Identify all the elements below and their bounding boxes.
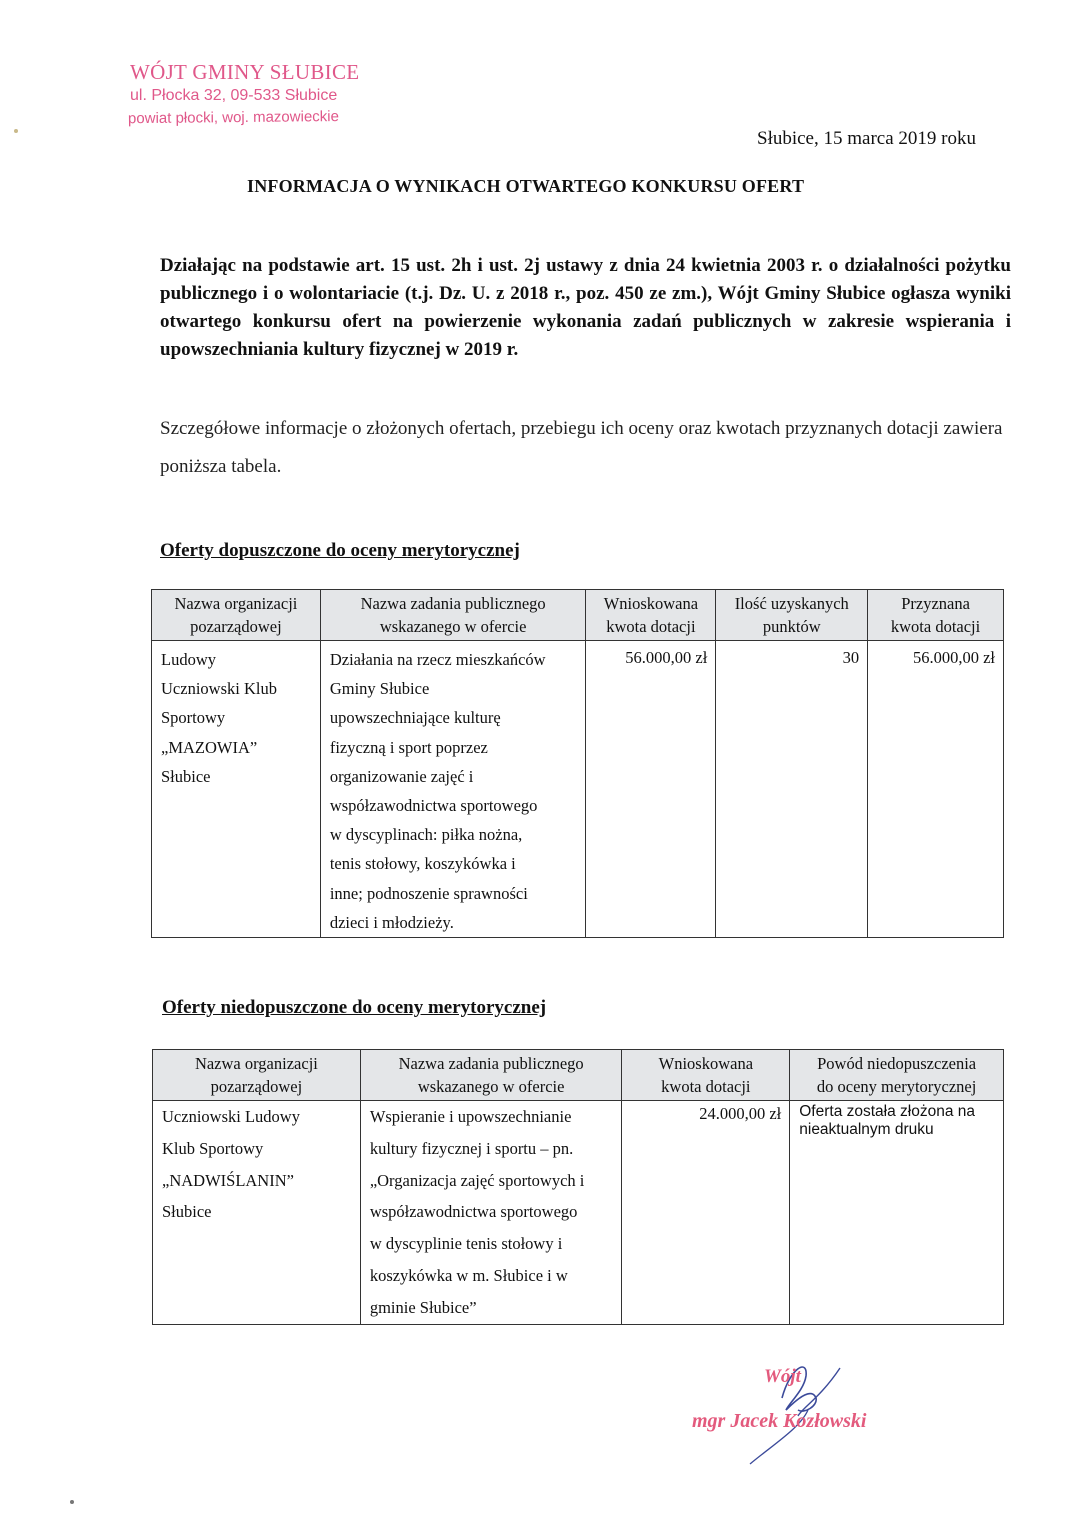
document-title: INFORMACJA O WYNIKACH OTWARTEGO KONKURSU OFERT <box>247 176 805 196</box>
stamp-line-title: WÓJT GMINY SŁUBICE <box>130 60 360 84</box>
cell-line: inne; podnoszenie sprawności <box>329 883 528 903</box>
cell-line: Działania na rzecz mieszkańców <box>329 650 546 669</box>
place-and-date: Słubice, 15 marca 2019 roku <box>757 128 976 149</box>
cell-line: w dyscyplinach: piłka nożna, <box>329 825 523 845</box>
cell-line: w dyscyplinie tenis stołowy i <box>369 1234 563 1254</box>
header-text: kwota dotacji <box>890 617 981 636</box>
cell-points: 30 <box>716 641 868 938</box>
header-text: Nazwa zadania publicznego <box>398 1054 584 1073</box>
header-text: wskazanego w ofercie <box>417 1077 565 1096</box>
section-heading-admitted: Oferty dopuszczone do oceny merytorycznej <box>160 540 520 561</box>
cell-line: organizowanie zajęć i <box>329 766 474 786</box>
cell-line: „NADWIŚLANIN” <box>162 1170 294 1190</box>
header-text: pozarządowej <box>210 1077 303 1096</box>
cell-line: fizyczną i sport poprzez <box>329 737 488 757</box>
cell-line: tenis stołowy, koszykówka i <box>329 854 516 874</box>
cell-line: Uczniowski Klub <box>161 679 277 699</box>
intro-paragraph: Działając na podstawie art. 15 ust. 2h i ust. 2j ustawy z dnia 24 kwietnia 2003 r. o działalności pożytku publicznego i o wolontariacie (t.j. Dz. U. z 2018 r., poz. 450 ze zm.), Wójt Gminy Słubice ogłasza wyniki otwartego konkursu ofert na powierzenie wykonania zadań publicznych w zakresie wspierania i upowszechniania kultury fizycznej w 2019 r. <box>160 255 1011 360</box>
section-heading-rejected: Oferty niedopuszczone do oceny merytorycznej <box>162 997 547 1018</box>
cell-task <box>360 1101 622 1325</box>
cell-line: koszykówka w m. Słubice i w <box>369 1265 568 1285</box>
scan-speck <box>14 129 18 133</box>
cell-line: Słubice <box>162 1202 212 1222</box>
cell-line: Wspieranie i upowszechnianie <box>369 1107 572 1126</box>
header-task <box>320 590 586 641</box>
header-org <box>152 590 321 641</box>
cell-granted-amount: 56.000,00 zł <box>868 641 1004 938</box>
header-reason <box>790 1050 1004 1101</box>
cell-line: Ludowy <box>161 650 216 669</box>
header-text: wskazanego w ofercie <box>379 617 527 636</box>
cell-line: Uczniowski Ludowy <box>162 1107 300 1126</box>
cell-line: kultury fizycznej i sportu – pn. <box>369 1138 574 1158</box>
cell-line: współzawodnictwa sportowego <box>329 796 538 816</box>
cell-line: Klub Sportowy <box>162 1138 264 1158</box>
signature-role: Wójt <box>764 1366 801 1387</box>
header-text: kwota dotacji <box>661 1077 751 1096</box>
header-text: Nazwa organizacji <box>174 594 298 613</box>
table-row <box>152 641 1004 938</box>
cell-line: „MAZOWIA” <box>161 737 258 757</box>
header-task <box>360 1050 622 1101</box>
table-header-row <box>153 1050 1004 1101</box>
cell-org <box>153 1101 361 1325</box>
header-text: do oceny merytorycznej <box>816 1077 977 1096</box>
header-points <box>716 590 868 641</box>
header-text: Ilość uzyskanych <box>734 594 849 613</box>
cell-line: Oferta została złożona na <box>799 1103 976 1120</box>
header-text: Wnioskowana <box>603 594 699 613</box>
cell-line: gminie Słubice” <box>369 1297 477 1317</box>
header-granted <box>868 590 1004 641</box>
cell-line: dzieci i młodzieży. <box>329 912 454 932</box>
signature-name: mgr Jacek Kozłowski <box>692 1410 867 1432</box>
cell-task <box>320 641 586 938</box>
header-text: punktów <box>762 617 821 636</box>
cell-line: Sportowy <box>161 708 226 728</box>
cell-reason <box>790 1101 1004 1325</box>
header-requested <box>622 1050 790 1101</box>
rejected-offers-table <box>152 1049 1004 1325</box>
table-row <box>153 1101 1004 1325</box>
header-text: Nazwa zadania publicznego <box>360 594 546 613</box>
header-text: kwota dotacji <box>606 617 696 636</box>
header-text: Powód niedopuszczenia <box>817 1054 977 1073</box>
header-org <box>153 1050 361 1101</box>
cell-line: współzawodnictwa sportowego <box>369 1202 578 1222</box>
stamp-line-region: powiat płocki, woj. mazowieckie <box>127 108 340 128</box>
cell-line: Słubice <box>161 766 211 786</box>
cell-org <box>152 641 321 938</box>
details-paragraph: Szczegółowe informacje o złożonych ofertach, przebiegu ich oceny oraz kwotach przyznanych dotacji zawiera poniższa tabela. <box>160 418 1003 477</box>
official-stamp <box>128 60 359 126</box>
scan-speck <box>70 1500 74 1504</box>
cell-requested-amount: 56.000,00 zł <box>586 641 716 938</box>
stamp-line-address: ul. Płocka 32, 09-533 Słubice <box>130 87 338 104</box>
table-header-row <box>152 590 1004 641</box>
cell-line: nieaktualnym druku <box>799 1121 934 1138</box>
cell-line: upowszechniające kulturę <box>329 708 501 728</box>
cell-line: „Organizacja zajęć sportowych i <box>369 1170 585 1190</box>
header-requested <box>586 590 716 641</box>
header-text: Wnioskowana <box>658 1054 754 1073</box>
cell-line: Gminy Słubice <box>329 679 430 699</box>
header-text: Nazwa organizacji <box>194 1054 318 1073</box>
admitted-offers-table <box>151 589 1004 938</box>
cell-requested-amount: 24.000,00 zł <box>622 1101 790 1325</box>
header-text: Przyznana <box>901 594 970 613</box>
header-text: pozarządowej <box>190 617 282 636</box>
